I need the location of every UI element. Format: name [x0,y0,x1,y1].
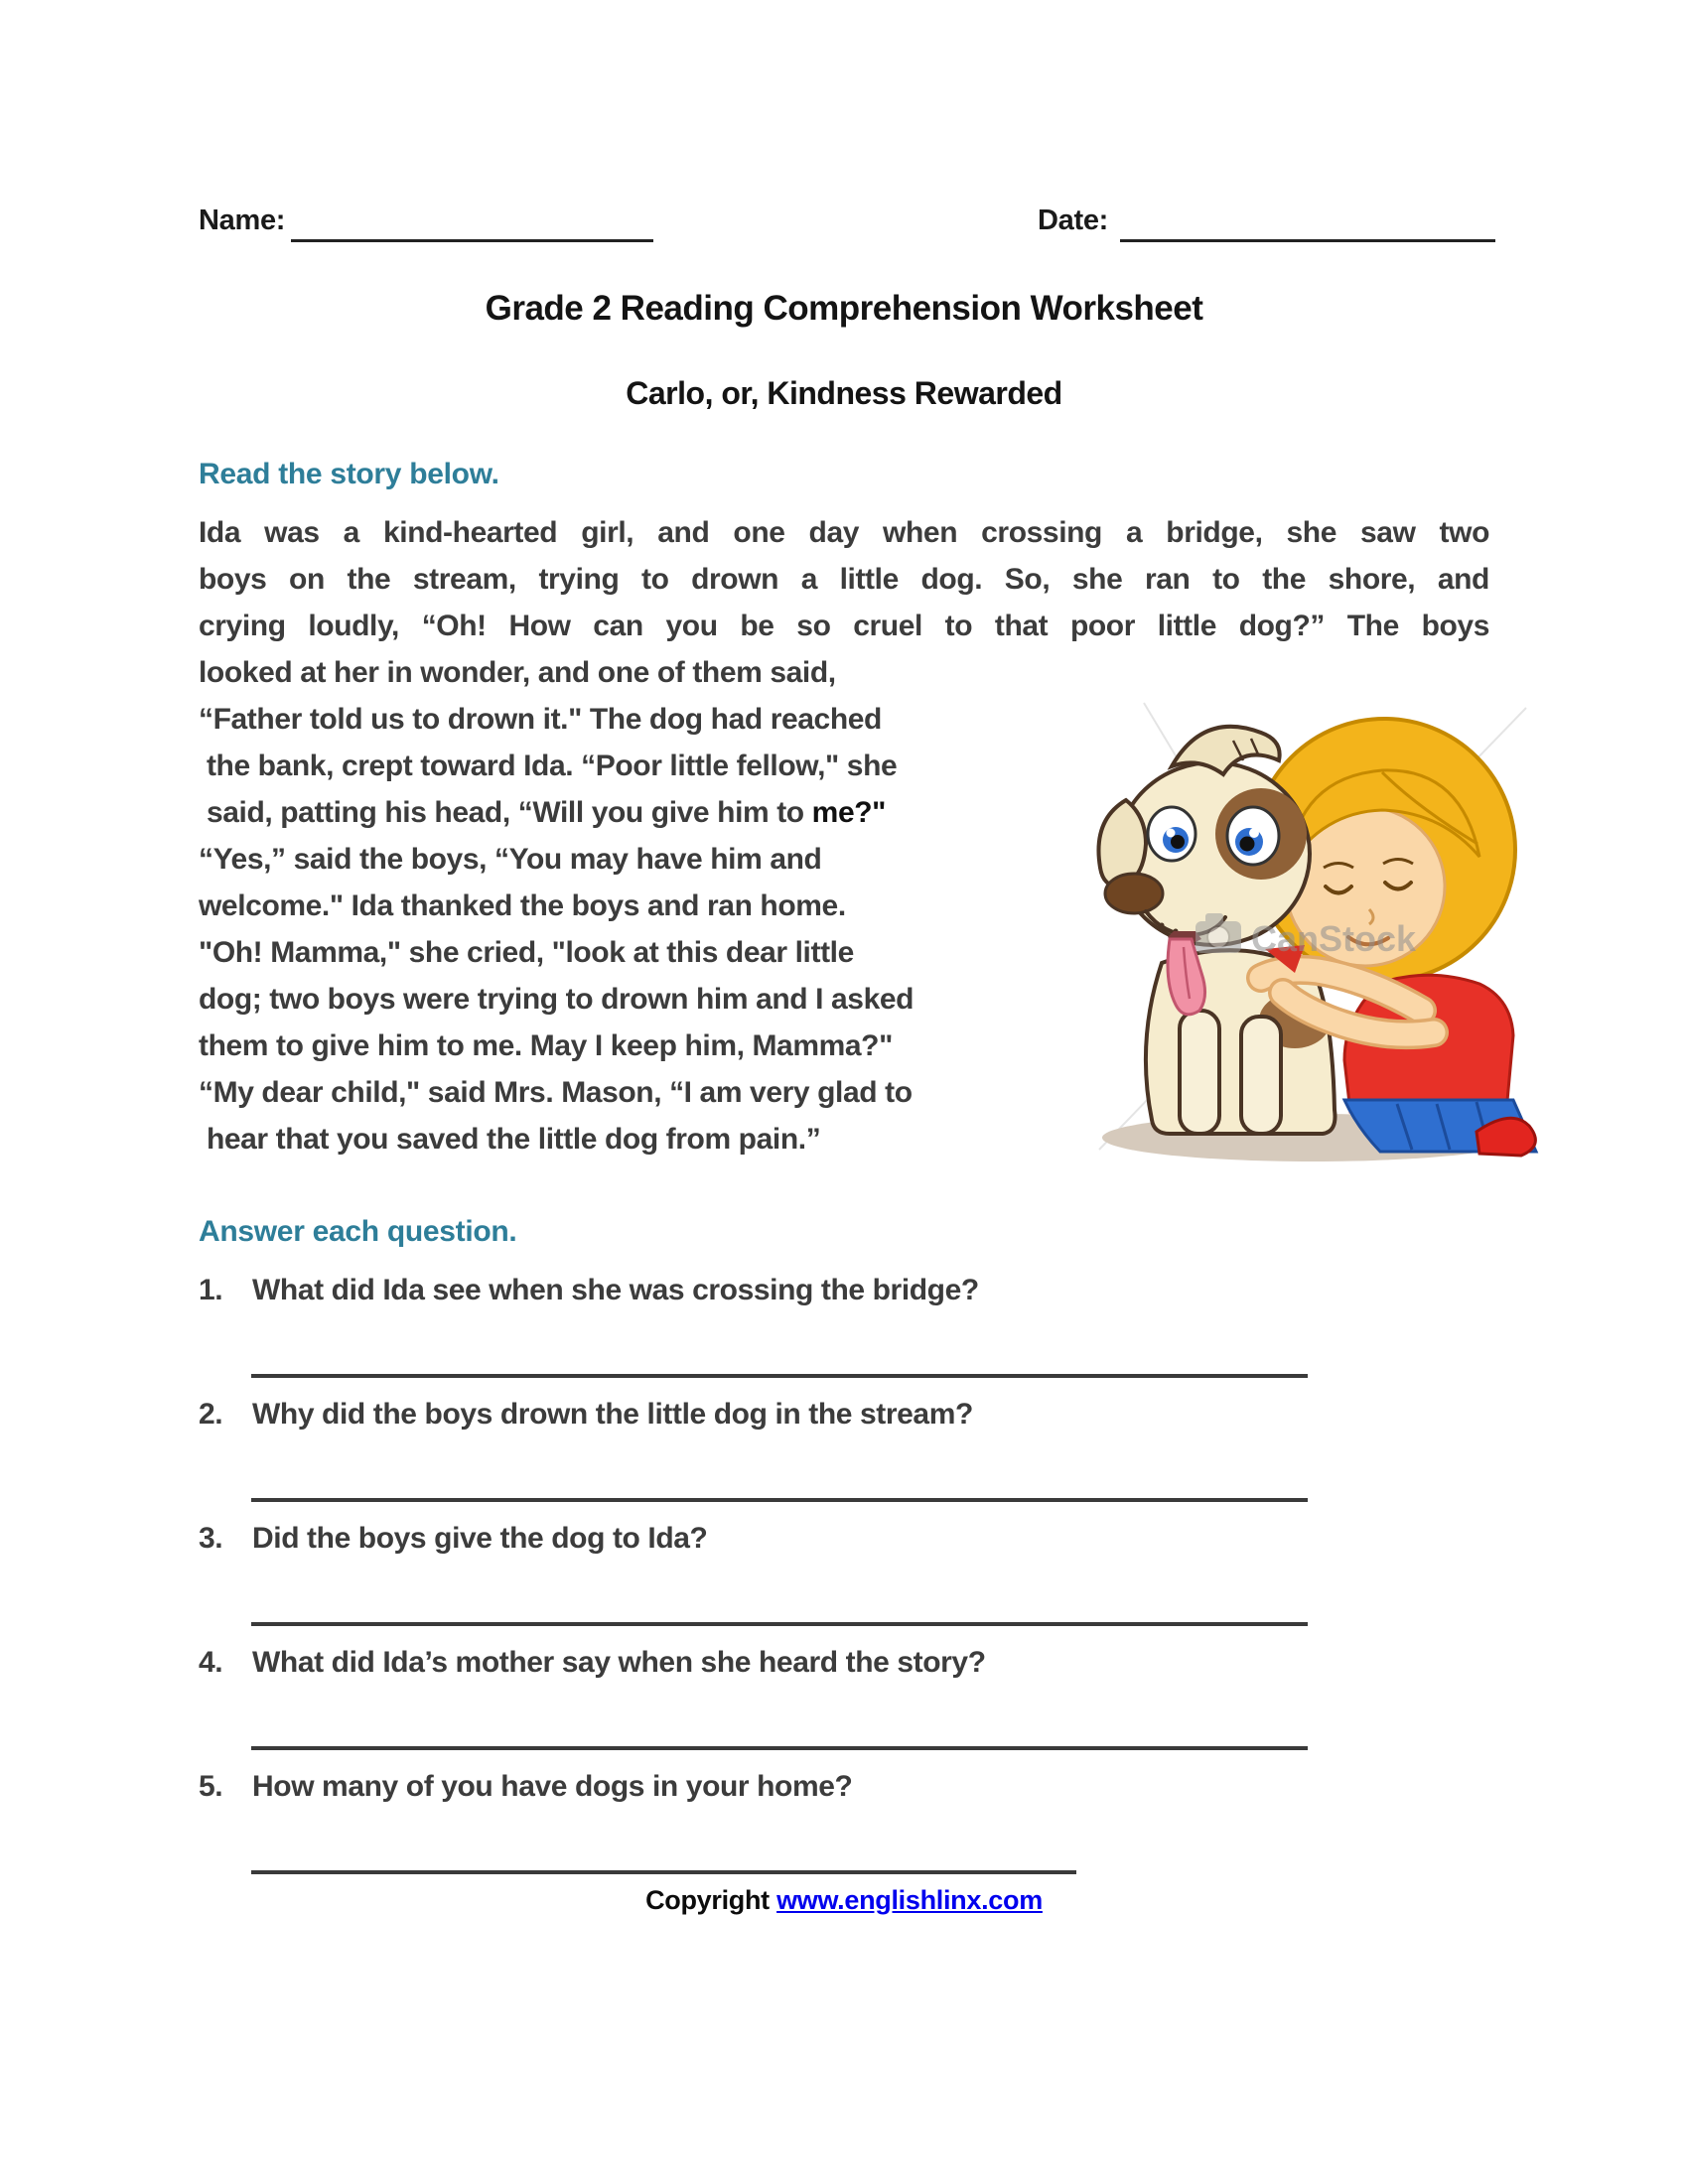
question-text: What did Ida’s mother say when she heard the story? [252,1646,986,1679]
answer-blank-line[interactable] [251,1498,1308,1502]
question-number: 2. [199,1398,223,1431]
story-line: “Father told us to drown it." The dog had reached [199,703,882,736]
story-line: “Yes,” said the boys, “You may have him and [199,843,822,876]
story-title: Carlo, or, Kindness Rewarded [626,375,1062,411]
story-line: crying loudly, “Oh! How can you be so cruel to that poor little dog?” The boys [199,610,1489,642]
name-label: Name: [199,205,286,236]
question-number: 3. [199,1522,223,1555]
footer [0,1885,1688,1916]
name-blank-field[interactable] [291,208,653,242]
answer-blank-line[interactable] [251,1746,1308,1750]
story-line: looked at her in wonder, and one of them said, [199,656,836,689]
story-line: the bank, crept toward Ida. “Poor little fellow," she [199,750,898,782]
watermark-text: CanStock [1251,918,1417,959]
date-blank-field[interactable] [1120,208,1495,242]
page-title: Grade 2 Reading Comprehension Worksheet [485,289,1203,328]
story-line: dog; two boys were trying to drown him and I asked [199,983,914,1016]
story-line: them to give him to me. May I keep him, Mamma?" [199,1029,893,1062]
question-row [199,1516,707,1562]
read-story-heading: Read the story below. [199,458,499,490]
question-row [199,1268,979,1313]
story-line: said, patting his head, “Will you give him to me?" [199,796,886,829]
story-line: boys on the stream, trying to drown a little dog. So, she ran to the shore, and [199,563,1489,596]
answer-blank-line[interactable] [251,1622,1308,1626]
question-number: 5. [199,1770,223,1803]
story-line: welcome." Ida thanked the boys and ran home. [199,889,846,922]
question-text: How many of you have dogs in your home? [252,1770,853,1803]
story-line: “My dear child," said Mrs. Mason, “I am very glad to [199,1076,913,1109]
question-number: 1. [199,1274,223,1306]
emphasized-word: me?" [811,796,886,829]
question-number: 4. [199,1646,223,1679]
question-row [199,1392,973,1437]
question-text: What did Ida see when she was crossing the bridge? [252,1274,979,1306]
question-row [199,1640,986,1686]
copyright-link[interactable]: www.englishlinx.com [776,1885,1043,1915]
story-line: hear that you saved the little dog from pain.” [199,1123,821,1156]
story-line: "Oh! Mamma," she cried, "look at this dear little [199,936,854,969]
question-text: Did the boys give the dog to Ida? [252,1522,708,1555]
copyright-label: Copyright [645,1885,770,1915]
date-label: Date: [1038,205,1109,236]
story-line: Ida was a kind-hearted girl, and one day when crossing a bridge, she saw two [199,516,1489,549]
question-text: Why did the boys drown the little dog in the stream? [252,1398,973,1431]
answer-blank-line[interactable] [251,1374,1308,1378]
answer-blank-line[interactable] [251,1870,1076,1874]
answer-questions-heading: Answer each question. [199,1215,517,1248]
question-row [199,1764,852,1810]
girl-hugging-dog-illustration [1084,683,1541,1171]
